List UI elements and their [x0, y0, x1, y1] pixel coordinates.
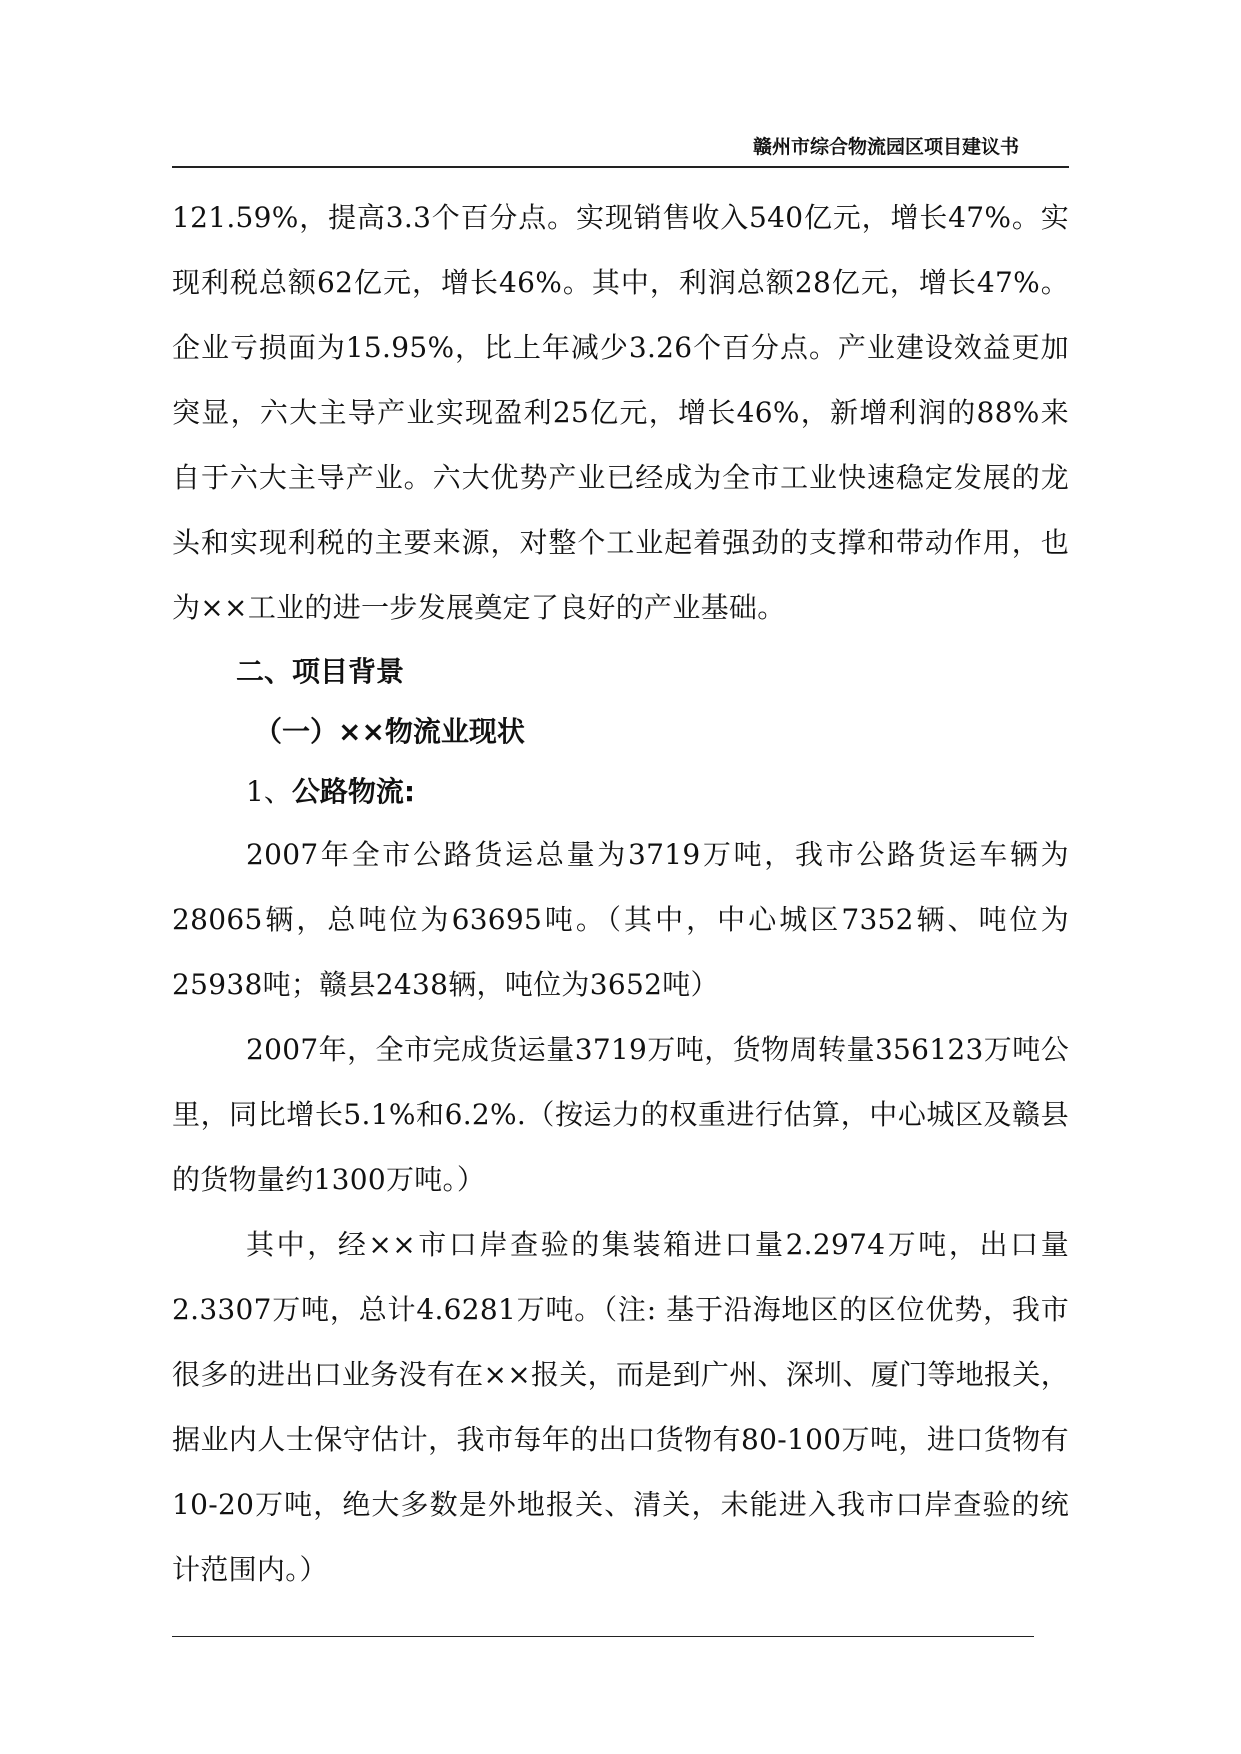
paragraph-industry-results: 121.59%，提高3.3个百分点。实现销售收入540亿元，增长47%。实现利税总额62亿元，增长46%。其中，利润总额28亿元，增长47%。企业亏损面为15.95%，比上年减少3.26个百分点。产业建设效益更加突显，六大主导产业实现盈利25亿元，增长46%，新增利润的88%来自于六大主导产业。六大优势产业已经成为全市工业快速稳定发展的龙头和实现利税的主要来源，对整个工业起着强劲的支撑和带动作用，也为××工业的进一步发展奠定了良好的产业基础。 [172, 201, 1069, 624]
header-divider [172, 166, 1069, 168]
paragraph-freight-volume: 2007年，全市完成货运量3719万吨，货物周转量356123万吨公里，同比增长5.1%和6.2%.（按运力的权重进行估算，中心城区及赣县的货物量约1300万吨。） [172, 1033, 1069, 1196]
document-body [172, 185, 1069, 1602]
paragraph-road-freight: 2007年全市公路货运总量为3719万吨，我市公路货运车辆为28065辆，总吨位为63695吨。（其中，中心城区7352辆、吨位为25938吨；赣县2438辆，吨位为3652吨） [172, 838, 1069, 1001]
footer-divider [172, 1636, 1034, 1637]
header-title: 赣州市综合物流园区项目建议书 [752, 136, 1019, 158]
section-heading: 二、项目背景 [236, 655, 405, 688]
item-heading [172, 762, 1069, 822]
item-title: 公路物流: [291, 775, 416, 808]
paragraph-port-inspection: 其中，经××市口岸查验的集装箱进口量2.2974万吨，出口量2.3307万吨，总计4.6281万吨。（注: 基于沿海地区的区位优势，我市很多的进出口业务没有在××报关，而是到广州、深圳、厦门等地报关，据业内人士保守估计，我市每年的出口货物有80-100万吨，进口货物有10-20万吨，绝大多数是外地报关、清关，未能进入我市口岸查验的统计范围内。） [172, 1228, 1069, 1586]
subsection-heading: （一）××物流业现状 [254, 715, 525, 748]
item-number: 1、 [246, 775, 292, 808]
